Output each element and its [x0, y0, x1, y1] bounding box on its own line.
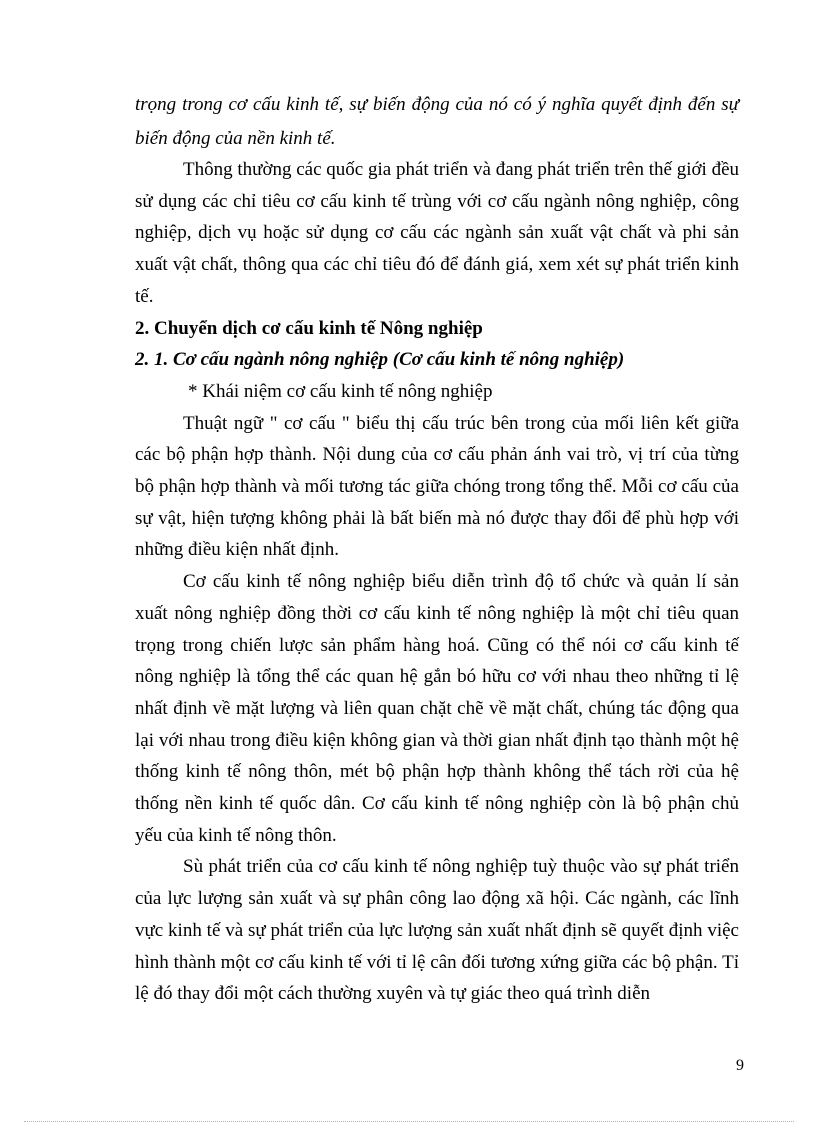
paragraph-2: Thuật ngữ " cơ cấu " biểu thị cấu trúc bên trong của mối liên kết giữa các bộ phận hợp thành. Nội dung của cơ cấu phản ánh vai trò, vị trí của từng bộ phận hợp thành và mối tương tác giữa chóng trong tổng thể. Mỗi cơ cấu của sự vật, hiện tượng không phải là bất biến mà nó được thay đổi để phù hợp với những điều kiện nhất định. — [135, 412, 739, 561]
concept-bullet: * Khái niệm cơ cấu kinh tế nông nghiệp — [188, 380, 493, 402]
section-heading: 2. Chuyển dịch cơ cấu kinh tế Nông nghiệp — [135, 317, 483, 339]
page-bottom-divider — [24, 1121, 794, 1122]
continuation-text: trọng trong cơ cấu kinh tế, sự biến động của nó có ý nghĩa quyết định đến sự biến động của nền kinh tế. — [135, 94, 739, 149]
paragraph-4: Sù phát triển của cơ cấu kinh tế nông nghiệp tuỳ thuộc vào sự phát triển của lực lượng sản xuất và sự phân công lao động xã hội. Các ngành, các lĩnh vực kinh tế và sự phát triển của lực lượng sản xuất nhất định sẽ quyết định việc hình thành một cơ cấu kinh tế với tỉ lệ cân đối tương xứng giữa các bộ phận. Tỉ lệ đó thay đổi một cách thường xuyên và tự giác theo quá trình diễn — [135, 856, 739, 1005]
page-number: 9 — [736, 1057, 744, 1074]
paragraph-1: Thông thường các quốc gia phát triển và đang phát triển trên thế giới đều sử dụng các chỉ tiêu cơ cấu kinh tế trùng với cơ cấu ngành nông nghiệp, công nghiệp, dịch vụ hoặc sử dụng cơ cấu các ngành sản xuất vật chất và phi sản xuất vật chất, thông qua các chỉ tiêu đó để đánh giá, xem xét sự phát triển kinh tế. — [135, 159, 739, 307]
continuation-paragraph — [135, 88, 739, 156]
main-text — [135, 154, 739, 1010]
subsection-heading: 2. 1. Cơ cấu ngành nông nghiệp (Cơ cấu kinh tế nông nghiệp) — [135, 349, 625, 371]
paragraph-3: Cơ cấu kinh tế nông nghiệp biểu diễn trình độ tổ chức và quản lí sản xuất nông nghiệp đồng thời cơ cấu kinh tế nông nghiệp là một chỉ tiêu quan trọng trong chiến lược sản phẩm hàng hoá. Cũng có thể nói cơ cấu kinh tế nông nghiệp là tổng thể các quan hệ gắn bó hữu cơ với nhau theo những tỉ lệ nhất định về mặt lượng và liên quan chặt chẽ về mặt chất, chúng tác động qua lại với nhau trong điều kiện không gian và thời gian nhất định tạo thành một hệ thống kinh tế nông thôn, mét bộ phận hợp thành không thể tách rời của hệ thống nền kinh tế quốc dân. Cơ cấu kinh tế nông nghiệp còn là bộ phận chủ yếu của kinh tế nông thôn. — [135, 571, 739, 846]
